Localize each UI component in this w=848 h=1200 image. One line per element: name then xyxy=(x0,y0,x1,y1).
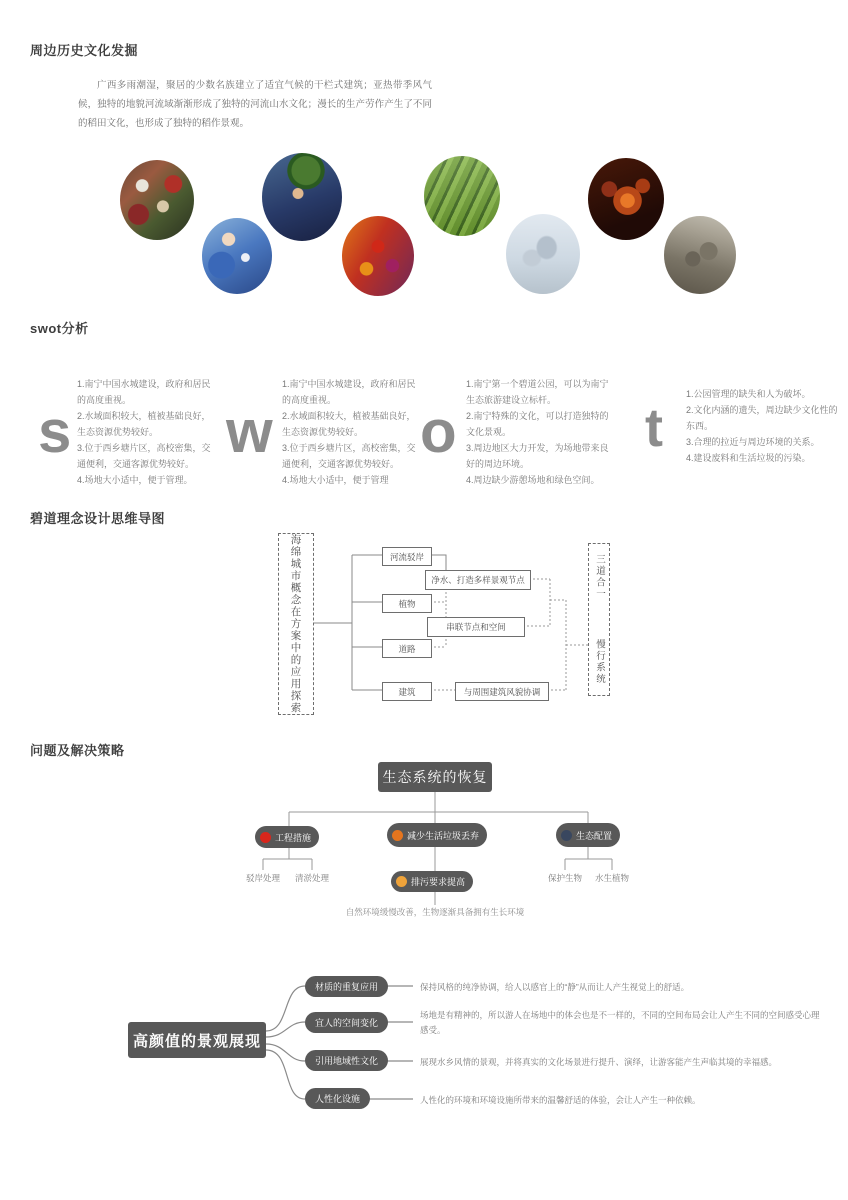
swot-w-item: 1.南宁中国水城建设，政府和居民的高度重视。 xyxy=(282,379,416,405)
swot-letter-w: w xyxy=(226,398,273,465)
pill-label: 排污要求提高 xyxy=(411,877,466,887)
mindmap-branch-riverbank xyxy=(382,547,432,566)
swot-o-item: 4.周边缺少游憩场地和绿色空间。 xyxy=(466,475,600,485)
mindmap2-branch-space-variation xyxy=(305,1012,388,1033)
swot-t-item: 3.合理的拉近与周边环境的关系。 xyxy=(686,437,820,447)
desc-regional-culture: 展现水乡风情的景观，并将真实的文化场景进行提升、演绎，让游客能产生声临其境的幸福感。 xyxy=(420,1057,778,1067)
section-title-strategy: 问题及解决策略 xyxy=(30,743,125,758)
mindmap-node-style-harmony xyxy=(455,682,549,701)
pill-label: 人性化设施 xyxy=(315,1094,361,1104)
swot-s-item: 1.南宁中国水城建设，政府和居民的高度重视。 xyxy=(77,379,211,405)
strategy-branch-engineering xyxy=(255,826,319,848)
mindmap-node-water-purify xyxy=(425,570,531,590)
swot-t-item: 4.建设废料和生活垃圾的污染。 xyxy=(686,453,811,463)
swot-s-item: 4.场地大小适中，便于管理。 xyxy=(77,475,193,485)
swot-o-item: 2.南宁特殊的文化，可以打造独特的文化景观。 xyxy=(466,411,609,437)
strategy-footnote: 自然环境缓慢改善，生物逐渐具备拥有生长环境 xyxy=(345,907,525,917)
history-paragraph: 广西多雨潮湿，聚居的少数名族建立了适宜气候的干栏式建筑；亚热带季风气候，独特的地貌河流域渐渐形成了独特的河流山水文化；漫长的生产劳作产生了不同的稻田文化，也形成了独特的稻作景观。 xyxy=(78,80,432,129)
mindmap-root-label: 海绵城市概念在方案中的应用探索 xyxy=(289,534,302,714)
strategy-branch-reduce-litter xyxy=(387,823,487,847)
swot-t-item: 1.公园管理的缺失和人为破坏。 xyxy=(686,389,811,399)
mindmap-goal-box xyxy=(588,543,610,696)
mindmap-branch-plants xyxy=(382,594,432,613)
yellow-dot-icon xyxy=(396,876,407,887)
mindmap-branch-roads xyxy=(382,639,432,658)
desc-space-variation: 场地是有精神的，所以游人在场地中的体会也是不一样的，不同的空间布局会让人产生不同的空间感受心理感受。 xyxy=(420,1010,820,1035)
section-title-swot: swot分析 xyxy=(30,321,89,336)
mindmap2-branch-humanized-facility xyxy=(305,1088,370,1109)
swot-letter-o: o xyxy=(420,398,457,465)
orange-dot-icon xyxy=(392,830,403,841)
section-title-history: 周边历史文化发掘 xyxy=(30,43,139,58)
label-revetment-treatment: 驳岸处理 xyxy=(245,873,281,883)
pill-label: 材质的重复应用 xyxy=(315,982,379,992)
mindmap2-branch-material-reuse xyxy=(305,976,388,997)
desc-material-reuse: 保持风格的纯净协调，给人以感官上的“静”从而让人产生视觉上的舒适。 xyxy=(420,982,690,992)
swot-letter-t: t xyxy=(645,398,663,458)
strategy-branch-eco-config xyxy=(556,823,620,847)
pill-label: 生态配置 xyxy=(576,830,613,841)
mindmap-node-link-spaces xyxy=(427,617,525,637)
mindmap-root-sponge-city xyxy=(278,533,314,715)
goal-slow-traffic-system: 慢行系统 xyxy=(594,639,605,685)
pill-label: 减少生活垃圾丢弃 xyxy=(407,830,480,841)
swot-s-item: 3.位于西乡塘片区，高校密集，交通便利，交通客源优势较好。 xyxy=(77,443,211,469)
swot-s-item: 2.水域面积较大，植被基础良好，生态资源优势较好。 xyxy=(77,411,211,437)
swot-t-item: 2.文化内涵的遗失，周边缺少文化性的东西。 xyxy=(686,405,838,431)
mindmap-branch-buildings xyxy=(382,682,432,701)
branch-label: 建筑 xyxy=(398,686,416,697)
label-dredging-treatment: 清淤处理 xyxy=(294,873,330,883)
swot-w-item: 4.场地大小适中，便于管理 xyxy=(282,475,389,485)
pill-label: 引用地域性文化 xyxy=(315,1056,379,1066)
node-label: 净水、打造多样景观节点 xyxy=(431,575,525,585)
swot-letter-s: s xyxy=(38,398,72,465)
mindmap2-root-label: 高颜值的景观展现 xyxy=(132,1032,261,1050)
swot-w-item: 3.位于西乡塘片区，高校密集，交通便利，交通客源优势较好。 xyxy=(282,443,416,469)
goal-three-in-one: 三道合一 xyxy=(594,554,605,600)
branch-label: 河流驳岸 xyxy=(389,551,424,562)
desc-humanized-facility: 人性化的环境和环境设施所带来的温馨舒适的体验，会让人产生一种依赖。 xyxy=(420,1095,701,1105)
swot-o-item: 1.南宁第一个碧道公园，可以为南宁生态旅游建设立标杆。 xyxy=(466,379,609,405)
label-aquatic-plants: 水生植物 xyxy=(594,873,630,883)
node-label: 与周围建筑风貌协调 xyxy=(463,686,541,697)
strategy-root-label: 生态系统的恢复 xyxy=(382,769,488,785)
strategy-sub-sewage-standard xyxy=(391,871,473,892)
strategy-root-ecosystem-restore xyxy=(378,762,492,792)
label-protect-organisms: 保护生物 xyxy=(547,873,583,883)
branch-label: 植物 xyxy=(398,598,416,609)
mindmap2-root-scenic-display xyxy=(128,1022,266,1058)
node-label: 串联节点和空间 xyxy=(446,622,506,632)
swot-o-item: 3.周边地区大力开发，为场地带来良好的周边环境。 xyxy=(466,443,609,469)
branch-label: 道路 xyxy=(398,643,416,654)
section-title-mindmap: 碧道理念设计思维导图 xyxy=(30,511,166,526)
mindmap2-branch-regional-culture xyxy=(305,1050,388,1071)
swot-w-item: 2.水域面积较大，植被基础良好，生态资源优势较好。 xyxy=(282,411,416,437)
pill-label: 工程措施 xyxy=(275,832,312,843)
pill-label: 宜人的空间变化 xyxy=(315,1018,379,1028)
red-dot-icon xyxy=(260,832,271,843)
navy-dot-icon xyxy=(561,830,572,841)
